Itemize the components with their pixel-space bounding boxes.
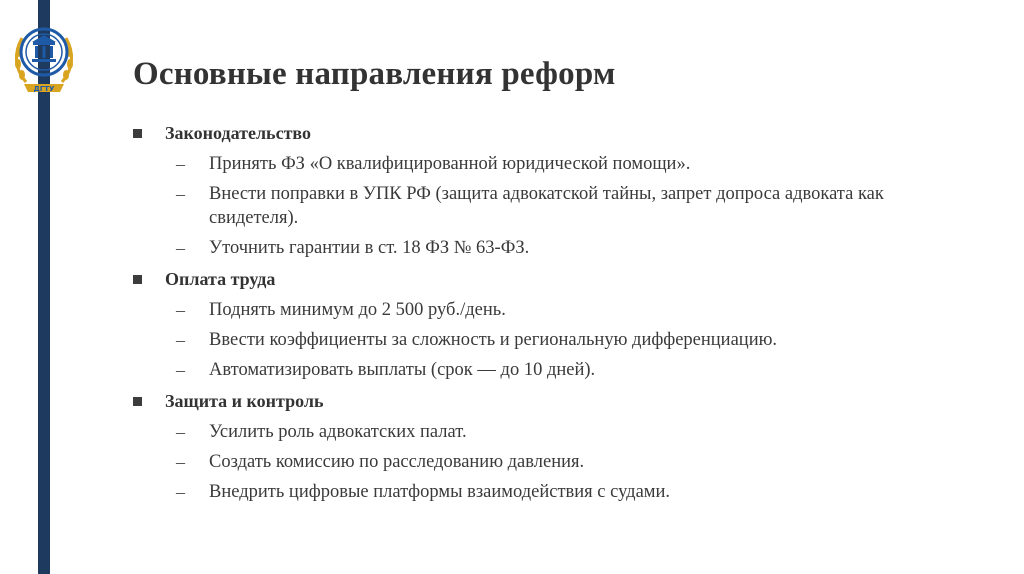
list-item: – Уточнить гарантии в ст. 18 ФЗ № 63-ФЗ. bbox=[176, 238, 530, 258]
section-payment bbox=[133, 266, 983, 382]
dash-bullet: – bbox=[176, 452, 185, 472]
slide-title: Основные направления реформ bbox=[133, 56, 616, 92]
university-logo bbox=[8, 8, 80, 100]
section-protection bbox=[133, 388, 983, 504]
list-item: – Автоматизировать выплаты (срок — до 10 дней). bbox=[176, 360, 596, 380]
dash-bullet: – bbox=[176, 422, 185, 442]
dash-bullet: – bbox=[176, 300, 185, 320]
list-item: – Усилить роль адвокатских палат. bbox=[176, 422, 467, 442]
dash-bullet: – bbox=[176, 184, 185, 204]
square-bullet-icon bbox=[133, 397, 142, 406]
dash-bullet: – bbox=[176, 238, 185, 258]
list-item: – Принять ФЗ «О квалифицированной юридической помощи». bbox=[176, 154, 691, 174]
dash-bullet: – bbox=[176, 482, 185, 502]
dash-bullet: – bbox=[176, 360, 185, 380]
list-item: – Создать комиссию по расследованию давления. bbox=[176, 452, 585, 472]
square-bullet-icon bbox=[133, 129, 142, 138]
dash-bullet: – bbox=[176, 330, 185, 350]
slide-content bbox=[133, 120, 983, 510]
section-legislation bbox=[133, 120, 983, 260]
dash-bullet: – bbox=[176, 154, 185, 174]
logo-text: ДГТУ bbox=[33, 85, 55, 93]
section-heading: Защита и контроль bbox=[133, 388, 983, 420]
section-heading: Оплата труда bbox=[133, 266, 983, 298]
square-bullet-icon bbox=[133, 275, 142, 284]
list-item: – Внести поправки в УПК РФ (защита адвокатской тайны, запрет допроса адвоката как свидетеля). bbox=[176, 184, 884, 228]
section-heading: Законодательство bbox=[133, 120, 983, 152]
list-item: – Ввести коэффициенты за сложность и региональную дифференциацию. bbox=[176, 330, 778, 350]
list-item: – Внедрить цифровые платформы взаимодействия с судами. bbox=[176, 482, 671, 502]
list-item: – Поднять минимум до 2 500 руб./день. bbox=[176, 300, 506, 320]
